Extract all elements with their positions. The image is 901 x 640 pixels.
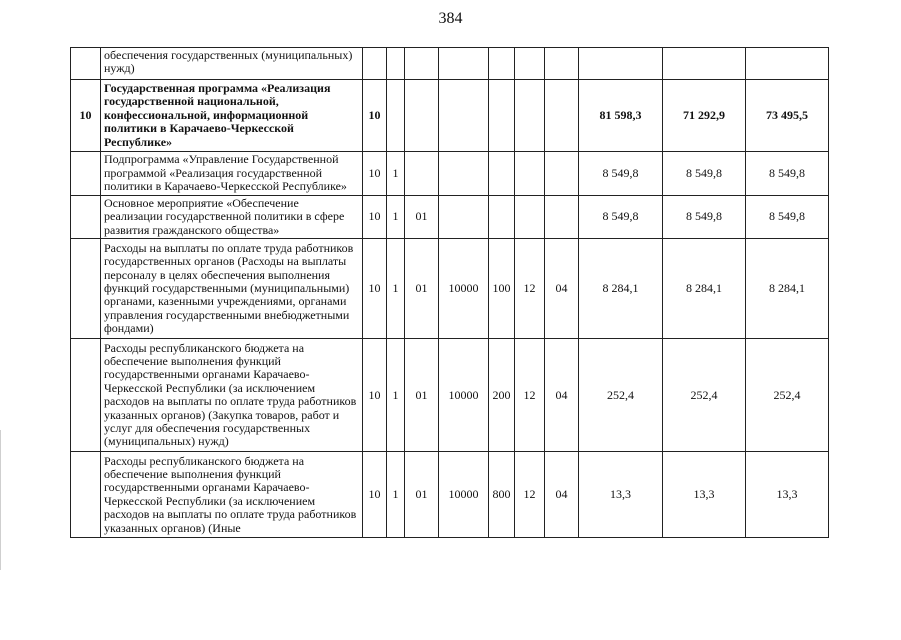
code-section: 12 xyxy=(515,239,545,339)
amount-year-1: 8 549,8 xyxy=(579,152,663,196)
code-gp: 10 xyxy=(363,152,387,196)
code-direction xyxy=(439,80,489,152)
code-subsection: 04 xyxy=(545,239,579,339)
code-subsection xyxy=(545,80,579,152)
code-direction xyxy=(439,152,489,196)
code-section xyxy=(515,196,545,239)
code-gp: 10 xyxy=(363,196,387,239)
table-row xyxy=(71,48,829,80)
amount-year-2: 71 292,9 xyxy=(663,80,746,152)
row-name: Государственная программа «Реализация государственной национальной, конфессиональной, информационной политики в Карачаево-Черкесской Республике» xyxy=(101,80,363,152)
row-number xyxy=(71,196,101,239)
code-pp xyxy=(387,80,405,152)
amount-year-2 xyxy=(663,48,746,80)
code-pp: 1 xyxy=(387,452,405,538)
code-section: 12 xyxy=(515,339,545,452)
scan-edge-mark xyxy=(0,430,1,570)
row-name: Расходы республиканского бюджета на обеспечение выполнения функций государственными органами Карачаево-Черкесской Республики (за исключением расходов на выплаты по оплате труда работников указанных органов) (Закупка товаров, работ и услуг для обеспечения государственных (муниципальных) нужд) xyxy=(101,339,363,452)
amount-year-1: 81 598,3 xyxy=(579,80,663,152)
code-pp: 1 xyxy=(387,152,405,196)
code-expense-type xyxy=(489,80,515,152)
amount-year-3: 8 284,1 xyxy=(746,239,829,339)
row-name: Расходы республиканского бюджета на обеспечение выполнения функций государственными органами Карачаево-Черкесской Республики (за исключением расходов на выплаты по оплате труда работников указанных органов) (Иные xyxy=(101,452,363,538)
code-expense-type xyxy=(489,152,515,196)
code-om: 01 xyxy=(405,339,439,452)
table-row xyxy=(71,152,829,196)
code-subsection: 04 xyxy=(545,452,579,538)
table-row xyxy=(71,80,829,152)
amount-year-2: 8 549,8 xyxy=(663,152,746,196)
amount-year-1: 8 284,1 xyxy=(579,239,663,339)
amount-year-3 xyxy=(746,48,829,80)
code-pp: 1 xyxy=(387,239,405,339)
row-name: Расходы на выплаты по оплате труда работников государственных органов (Расходы на выплаты персоналу в целях обеспечения выполнения функций государственными (муниципальными) органами, казенными учреждениями, органами управления государственными внебюджетными фондами) xyxy=(101,239,363,339)
amount-year-3: 8 549,8 xyxy=(746,196,829,239)
code-section xyxy=(515,152,545,196)
code-om xyxy=(405,80,439,152)
code-section xyxy=(515,80,545,152)
code-om xyxy=(405,152,439,196)
amount-year-1: 8 549,8 xyxy=(579,196,663,239)
code-pp: 1 xyxy=(387,339,405,452)
amount-year-2: 8 549,8 xyxy=(663,196,746,239)
amount-year-2: 252,4 xyxy=(663,339,746,452)
amount-year-1: 13,3 xyxy=(579,452,663,538)
row-name: обеспечения государственных (муниципальных) нужд) xyxy=(101,48,363,80)
code-subsection: 04 xyxy=(545,339,579,452)
code-pp: 1 xyxy=(387,196,405,239)
budget-table xyxy=(70,47,829,538)
table-row xyxy=(71,239,829,339)
code-om: 01 xyxy=(405,196,439,239)
amount-year-2: 8 284,1 xyxy=(663,239,746,339)
amount-year-3: 8 549,8 xyxy=(746,152,829,196)
table-row xyxy=(71,452,829,538)
code-expense-type: 200 xyxy=(489,339,515,452)
code-gp xyxy=(363,48,387,80)
code-section: 12 xyxy=(515,452,545,538)
row-number xyxy=(71,152,101,196)
code-subsection xyxy=(545,48,579,80)
table-row xyxy=(71,339,829,452)
code-om: 01 xyxy=(405,239,439,339)
code-gp: 10 xyxy=(363,80,387,152)
code-subsection xyxy=(545,152,579,196)
code-om: 01 xyxy=(405,452,439,538)
code-subsection xyxy=(545,196,579,239)
page-number: 384 xyxy=(438,10,463,27)
row-number: 10 xyxy=(71,80,101,152)
code-direction: 10000 xyxy=(439,452,489,538)
row-number xyxy=(71,48,101,80)
amount-year-3: 252,4 xyxy=(746,339,829,452)
amount-year-3: 13,3 xyxy=(746,452,829,538)
code-direction xyxy=(439,196,489,239)
row-number xyxy=(71,452,101,538)
code-expense-type: 800 xyxy=(489,452,515,538)
row-number xyxy=(71,239,101,339)
code-om xyxy=(405,48,439,80)
code-gp: 10 xyxy=(363,239,387,339)
row-name: Основное мероприятие «Обеспечение реализации государственной политики в сфере развития гражданского общества» xyxy=(101,196,363,239)
amount-year-1 xyxy=(579,48,663,80)
amount-year-3: 73 495,5 xyxy=(746,80,829,152)
code-gp: 10 xyxy=(363,452,387,538)
code-expense-type xyxy=(489,196,515,239)
code-direction: 10000 xyxy=(439,339,489,452)
code-direction xyxy=(439,48,489,80)
code-expense-type xyxy=(489,48,515,80)
row-name: Подпрограмма «Управление Государственной программой «Реализация государственной политики в Карачаево-Черкесской Республике» xyxy=(101,152,363,196)
table-row xyxy=(71,196,829,239)
code-expense-type: 100 xyxy=(489,239,515,339)
code-section xyxy=(515,48,545,80)
amount-year-1: 252,4 xyxy=(579,339,663,452)
code-pp xyxy=(387,48,405,80)
row-number xyxy=(71,339,101,452)
code-direction: 10000 xyxy=(439,239,489,339)
code-gp: 10 xyxy=(363,339,387,452)
amount-year-2: 13,3 xyxy=(663,452,746,538)
